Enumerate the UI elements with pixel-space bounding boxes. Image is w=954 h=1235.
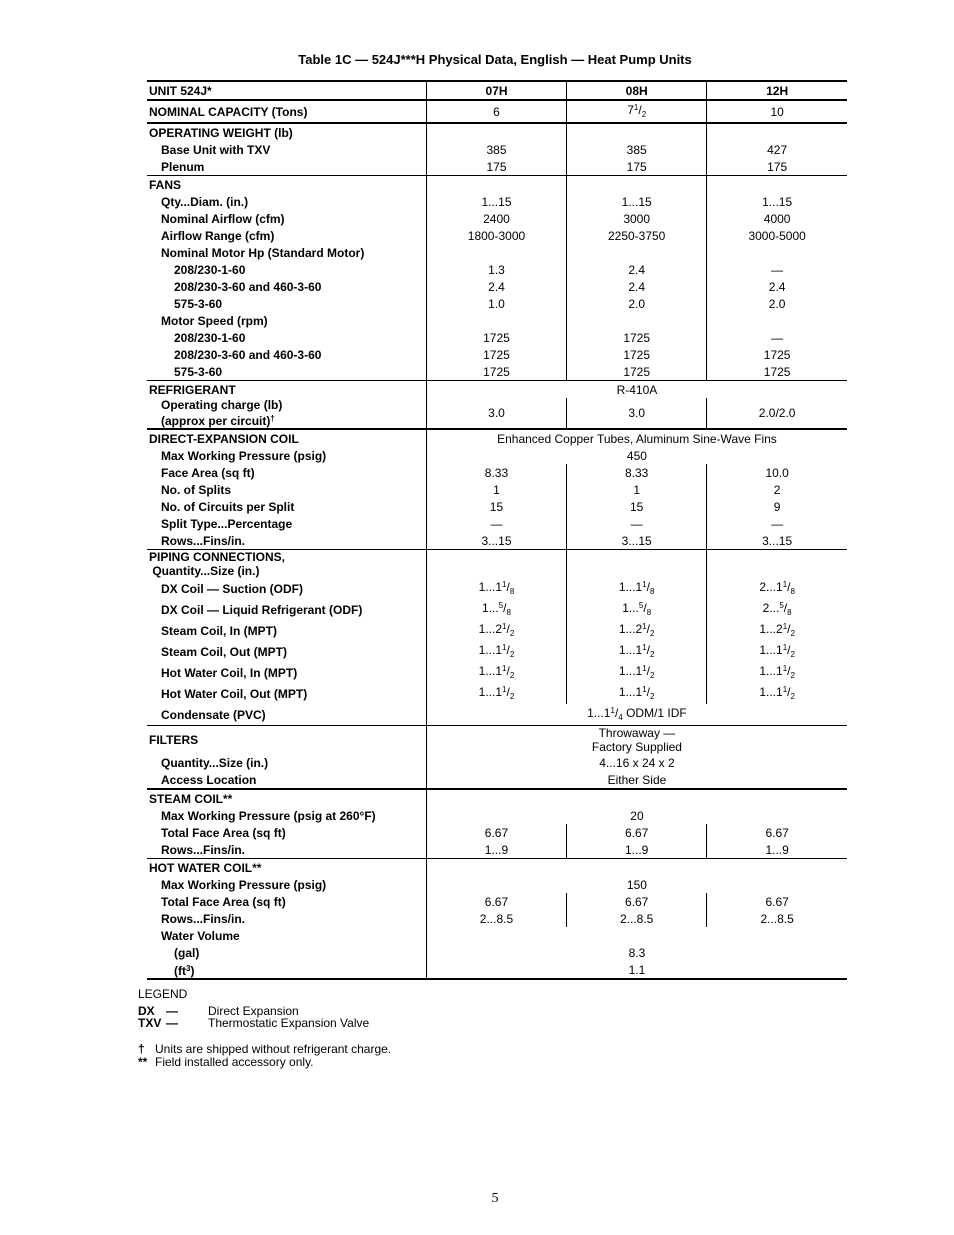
table-row: Nominal Airflow (cfm) 2400 3000 4000	[147, 210, 847, 227]
section-dx-coil: DIRECT-EXPANSION COIL Enhanced Copper Tubes, Aluminum Sine-Wave Fins	[147, 429, 847, 447]
footnote: ** Field installed accessory only.	[138, 1055, 314, 1069]
page-number: 5	[491, 1191, 499, 1206]
table-row: Total Face Area (sq ft) 6.67 6.67 6.67	[147, 893, 847, 910]
table-row: 575-3-60 1725 1725 1725	[147, 363, 847, 381]
section-filters: FILTERS Throwaway — Factory Supplied	[147, 726, 847, 755]
table-row: 208/230-3-60 and 460-3-60 2.4 2.4 2.4	[147, 278, 847, 295]
table-row: Access Location Either Side	[147, 771, 847, 789]
table-row: DX Coil — Suction (ODF) $1...1^1/_8$ $1...1^1/_8$ $2...1^1/_8$	[147, 578, 847, 599]
table-row: Rows...Fins/in. 1...9 1...9 1...9	[147, 841, 847, 859]
legend	[138, 988, 369, 1029]
table-row: Max Working Pressure (psig) 450	[147, 447, 847, 464]
table-row: 208/230-1-60 1725 1725 —	[147, 329, 847, 346]
table-row: Qty...Diam. (in.) 1...15 1...15 1...15	[147, 193, 847, 210]
table-row: Total Face Area (sq ft) 6.67 6.67 6.67	[147, 824, 847, 841]
section-piping: PIPING CONNECTIONS, Quantity...Size (in.)	[147, 550, 847, 579]
table-row: $(ft^3)$ 1.1	[147, 961, 847, 979]
unit-header: UNIT 524J*	[147, 81, 426, 100]
table-row: Quantity...Size (in.) 4...16 x 24 x 2	[147, 754, 847, 771]
col-12h-header: 12H	[707, 81, 847, 100]
table-row: 208/230-3-60 and 460-3-60 1725 1725 1725	[147, 346, 847, 363]
table-row: Face Area (sq ft) 8.33 8.33 10.0	[147, 464, 847, 481]
section-fans: FANS	[147, 176, 847, 194]
table-row: DX Coil — Liquid Refrigerant (ODF) $1...^5/_8$ $1...^5/_8$ $2...^5/_8$	[147, 599, 847, 620]
table-row: Hot Water Coil, In (MPT) $1...1^1/_2$ $1...1^1/_2$ $1...1^1/_2$	[147, 662, 847, 683]
table-row: 575-3-60 1.0 2.0 2.0	[147, 295, 847, 312]
table-row: Hot Water Coil, Out (MPT) $1...1^1/_2$ $1...1^1/_2$ $1...1^1/_2$	[147, 683, 847, 704]
table-row: Rows...Fins/in. 3...15 3...15 3...15	[147, 532, 847, 550]
table-row: No. of Circuits per Split 15 15 9	[147, 498, 847, 515]
legend-item: TXV — Thermostatic Expansion Valve	[138, 1016, 370, 1030]
header-row	[147, 81, 847, 100]
table-row: Base Unit with TXV 385 385 427	[147, 141, 847, 158]
physical-data-table	[147, 80, 847, 980]
table-row: Motor Speed (rpm)	[147, 312, 847, 329]
table-row: No. of Splits 1 1 2	[147, 481, 847, 498]
legend-heading: LEGEND	[138, 987, 188, 1001]
section-hot-water-coil: HOT WATER COIL**	[147, 859, 847, 877]
table-row: Max Working Pressure (psig) 150	[147, 876, 847, 893]
table-row: Split Type...Percentage — — —	[147, 515, 847, 532]
fraction-cell: $7^1/_2$	[567, 100, 707, 123]
section-refrigerant: REFRIGERANT R-410A	[147, 381, 847, 399]
table-row: Water Volume	[147, 927, 847, 944]
col-08h-header: 08H	[567, 81, 707, 100]
legend-item: DX — Direct Expansion	[138, 1004, 299, 1018]
section-operating-weight: OPERATING WEIGHT (lb)	[147, 123, 847, 141]
table-row: Nominal Motor Hp (Standard Motor)	[147, 244, 847, 261]
table-row: Plenum 175 175 175	[147, 158, 847, 176]
table-row: (gal) 8.3	[147, 944, 847, 961]
table-row: Max Working Pressure (psig at 260°F) 20	[147, 807, 847, 824]
table-row: Rows...Fins/in. 2...8.5 2...8.5 2...8.5	[147, 910, 847, 927]
table-row: Steam Coil, Out (MPT) $1...1^1/_2$ $1...1^1/_2$ $1...1^1/_2$	[147, 641, 847, 662]
section-steam-coil: STEAM COIL**	[147, 789, 847, 807]
table-row: Airflow Range (cfm) 1800-3000 2250-3750 3000-5000	[147, 227, 847, 244]
table-title: Table 1C — 524J***H Physical Data, English — Heat Pump Units	[298, 52, 692, 67]
footnotes	[138, 1043, 391, 1069]
table-row: NOMINAL CAPACITY (Tons) 6 $7^1/_2$ 10	[147, 100, 847, 123]
table-row: 208/230-1-60 1.3 2.4 —	[147, 261, 847, 278]
table-row: Operating charge (lb) (approx per circuit)† 3.0 3.0 2.0/2.0	[147, 398, 847, 429]
col-07h-header: 07H	[426, 81, 566, 100]
table-row: Condensate (PVC) $1...1^1/_4$ ODM/1 IDF	[147, 704, 847, 726]
table-row: Steam Coil, In (MPT) $1...2^1/_2$ $1...2^1/_2$ $1...2^1/_2$	[147, 620, 847, 641]
footnote: † Units are shipped without refrigerant charge.	[138, 1042, 392, 1056]
